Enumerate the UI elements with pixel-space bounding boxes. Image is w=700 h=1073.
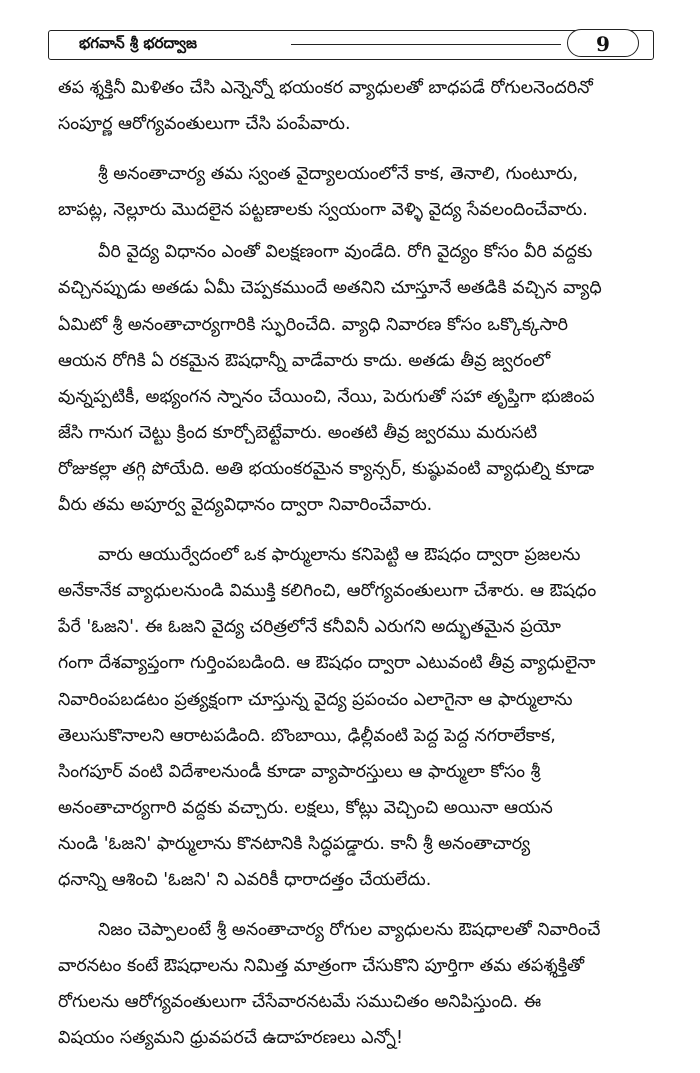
text-line: నివారింపబడటం ప్రత్యక్షంగా చూస్తున్న వైద్య ప్రపంచం ఎలాగైనా ఆ ఫార్ములాను — [58, 689, 573, 710]
paragraph-2 — [58, 156, 658, 228]
text-line: రోగులను ఆరోగ్యవంతులుగా చేసేవారనటమే సముచితం అనిపిస్తుంది. ఈ — [58, 992, 542, 1013]
paragraph-3 — [58, 234, 658, 523]
text-line: తెలుసుకొనాలని ఆరాటపడింది. బొంబాయి, ఢిల్లీవంటి పెద్ద పెద్ద నగరాలేకాక, — [58, 725, 556, 746]
text-line: అనేకానేక వ్యాధులనుండి విముక్తి కలిగించి, ఆరోగ్యవంతులుగా చేశారు. ఆ ఔషధం — [58, 581, 597, 602]
text-line: శ్రీ అనంతాచార్య తమ స్వంత వైద్యాలయంలోనే కాక, తెనాలి, గుంటూరు, — [98, 164, 579, 185]
paragraph-4 — [58, 537, 658, 898]
text-line: వారు ఆయుర్వేదంలో ఒక ఫార్ములాను కనిపెట్టి ఆ ఔషధం ద్వారా ప్రజలను — [98, 545, 581, 566]
text-line: వారనటం కంటే ఔషధాలను నిమిత్త మాత్రంగా చేసుకొని పూర్తిగా తమ తపశ్శక్తితో — [58, 956, 585, 977]
text-line: ధనాన్ని ఆశించి 'ఓజని' ని ఎవరికీ ధారాదత్తం చేయలేదు. — [58, 869, 432, 890]
text-line: ఆయన రోగికి ఏ రకమైన ఔషధాన్నీ వాడేవారు కాదు. అతడు తీవ్ర జ్వరంలో — [58, 350, 551, 371]
page-body — [58, 70, 658, 1056]
text-line: రోజుకల్లా తగ్గి పోయేది. అతి భయంకరమైన క్యాన్సర్, కుష్ఠువంటి వ్యాధుల్ని కూడా — [58, 458, 595, 479]
header-title: భగవాన్ శ్రీ భరద్వాజ — [79, 34, 197, 52]
text-line: వున్నప్పటికీ, అభ్యంగన స్నానం చేయించి, నేయి, పెరుగుతో సహా తృప్తిగా భుజింప — [58, 386, 595, 407]
text-line: వచ్చినప్పుడు అతడు ఏమీ చెప్పకముందే అతనిని చూస్తూనే అతడికి వచ్చిన వ్యాధి — [58, 278, 602, 299]
text-line: పేరే 'ఓజని'. ఈ ఓజని వైద్య చరిత్రలోనే కనీవినీ ఎరుగని అద్భుతమైన ప్రయో — [58, 617, 561, 638]
text-line: జేసి గానుగ చెట్టు క్రింద కూర్చోబెట్టేవారు. అంతటి తీవ్ర జ్వరము మరుసటి — [58, 422, 538, 443]
paragraph-1 — [58, 70, 658, 142]
text-line: నుండి 'ఓజని' ఫార్ములాను కొనటానికి సిద్ధపడ్డారు. కానీ శ్రీ అనంతాచార్య — [58, 833, 531, 854]
text-line: సంపూర్ణ ఆరోగ్యవంతులుగా చేసి పంపేవారు. — [58, 114, 351, 135]
text-line: విషయం సత్యమని ధ్రువపరచే ఉదాహరణలు ఎన్నో! — [58, 1028, 403, 1049]
running-header — [48, 30, 654, 60]
text-line: తప శ్శక్తినీ మిళితం చేసి ఎన్నెన్నో భయంకర వ్యాధులతో బాధపడే రోగులనెందరినో — [58, 78, 593, 98]
text-line: నిజం చెప్పాలంటే శ్రీ అనంతాచార్య రోగుల వ్యాధులను ఔషధాలతో నివారించే — [98, 920, 601, 941]
text-line: ఏమిటో శ్రీ అనంతాచార్యగారికి స్ఫురించేది. వ్యాధి నివారణ కోసం ఒక్కొక్కసారి — [58, 314, 569, 335]
page-number: 9 — [567, 29, 639, 57]
text-line: వీరు తమ అపూర్వ వైద్యవిధానం ద్వారా నివారించేవారు. — [58, 495, 433, 516]
text-line: సింగపూర్ వంటి విదేశాలనుండీ కూడా వ్యాపారస్తులు ఆ ఫార్ములా కోసం శ్రీ — [58, 761, 541, 782]
text-line: వీరి వైద్య విధానం ఎంతో విలక్షణంగా వుండేది. రోగి వైద్యం కోసం వీరి వద్దకు — [98, 242, 593, 263]
header-rule — [291, 44, 561, 45]
paragraph-5 — [58, 912, 658, 1056]
text-line: బాపట్ల, నెల్లూరు మొదలైన పట్టణాలకు స్వయంగా వెళ్ళి వైద్య సేవలందించేవారు. — [58, 200, 588, 221]
text-line: గంగా దేశవ్యాప్తంగా గుర్తింపబడింది. ఆ ఔషధం ద్వారా ఎటువంటి తీవ్ర వ్యాధులైనా — [58, 653, 596, 674]
text-line: అనంతాచార్యగారి వద్దకు వచ్చారు. లక్షలు, కోట్లు వెచ్చించి అయినా ఆయన — [58, 797, 553, 818]
